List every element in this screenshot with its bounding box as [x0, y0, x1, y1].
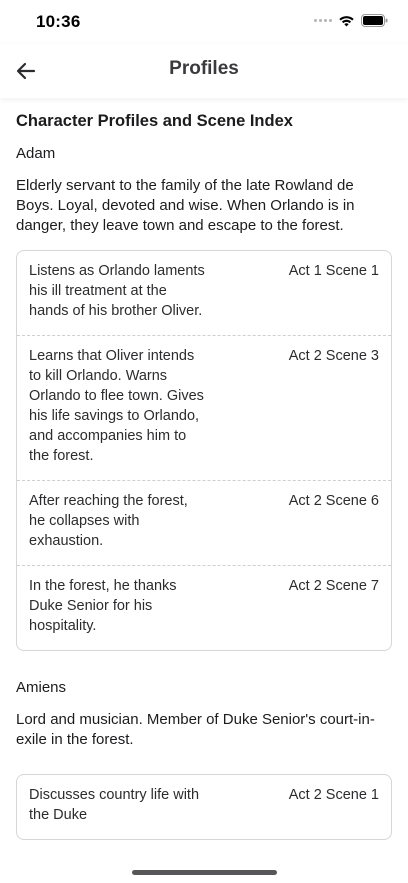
scene-row[interactable]	[17, 565, 391, 650]
scene-reference: Act 2 Scene 7	[288, 578, 379, 594]
wifi-icon	[338, 15, 355, 27]
scene-summary: In the forest, he thanks Duke Senior for his hospitality.	[29, 578, 177, 634]
character-name: Adam	[16, 145, 56, 162]
scene-reference: Act 1 Scene 1	[288, 263, 379, 279]
nav-bar	[0, 44, 408, 98]
home-indicator	[132, 870, 277, 875]
scene-reference: Act 2 Scene 6	[288, 493, 379, 509]
status-bar	[0, 0, 408, 44]
page-title: Character Profiles and Scene Index	[16, 112, 293, 130]
status-icons	[314, 14, 388, 27]
scene-row[interactable]	[17, 251, 391, 335]
nav-title: Profiles	[169, 58, 239, 79]
profiles-content[interactable]	[0, 98, 408, 883]
status-time: 10:36	[36, 12, 81, 31]
character-name: Amiens	[16, 679, 67, 696]
scene-summary: After reaching the forest, he collapses with exhaustion.	[29, 493, 188, 549]
section-gap	[16, 651, 392, 673]
scene-summary: Learns that Oliver intends to kill Orlando. Warns Orlando to flee town. Gives his life savings to Orlando, and accompanies him to the forest.	[29, 348, 204, 464]
battery-icon	[361, 14, 388, 27]
scene-row[interactable]	[17, 335, 391, 480]
character-description: Lord and musician. Member of Duke Senior's court-in-exile in the forest.	[16, 711, 375, 748]
scene-row[interactable]	[17, 775, 391, 839]
scene-row[interactable]	[17, 480, 391, 565]
scene-list	[16, 774, 392, 840]
character-profile	[16, 145, 392, 651]
character-profile	[16, 679, 392, 840]
scene-summary: Listens as Orlando laments his ill treatment at the hands of his brother Oliver.	[29, 263, 205, 319]
scene-reference: Act 2 Scene 3	[288, 348, 379, 364]
scene-list	[16, 250, 392, 651]
scene-reference: Act 2 Scene 1	[288, 787, 379, 803]
scene-summary: Discusses country life with the Duke	[29, 787, 200, 823]
signal-icon	[314, 19, 332, 22]
character-description: Elderly servant to the family of the late Rowland de Boys. Loyal, devoted and wise. When Orlando is in danger, they leave town and escape to the forest.	[16, 177, 355, 234]
